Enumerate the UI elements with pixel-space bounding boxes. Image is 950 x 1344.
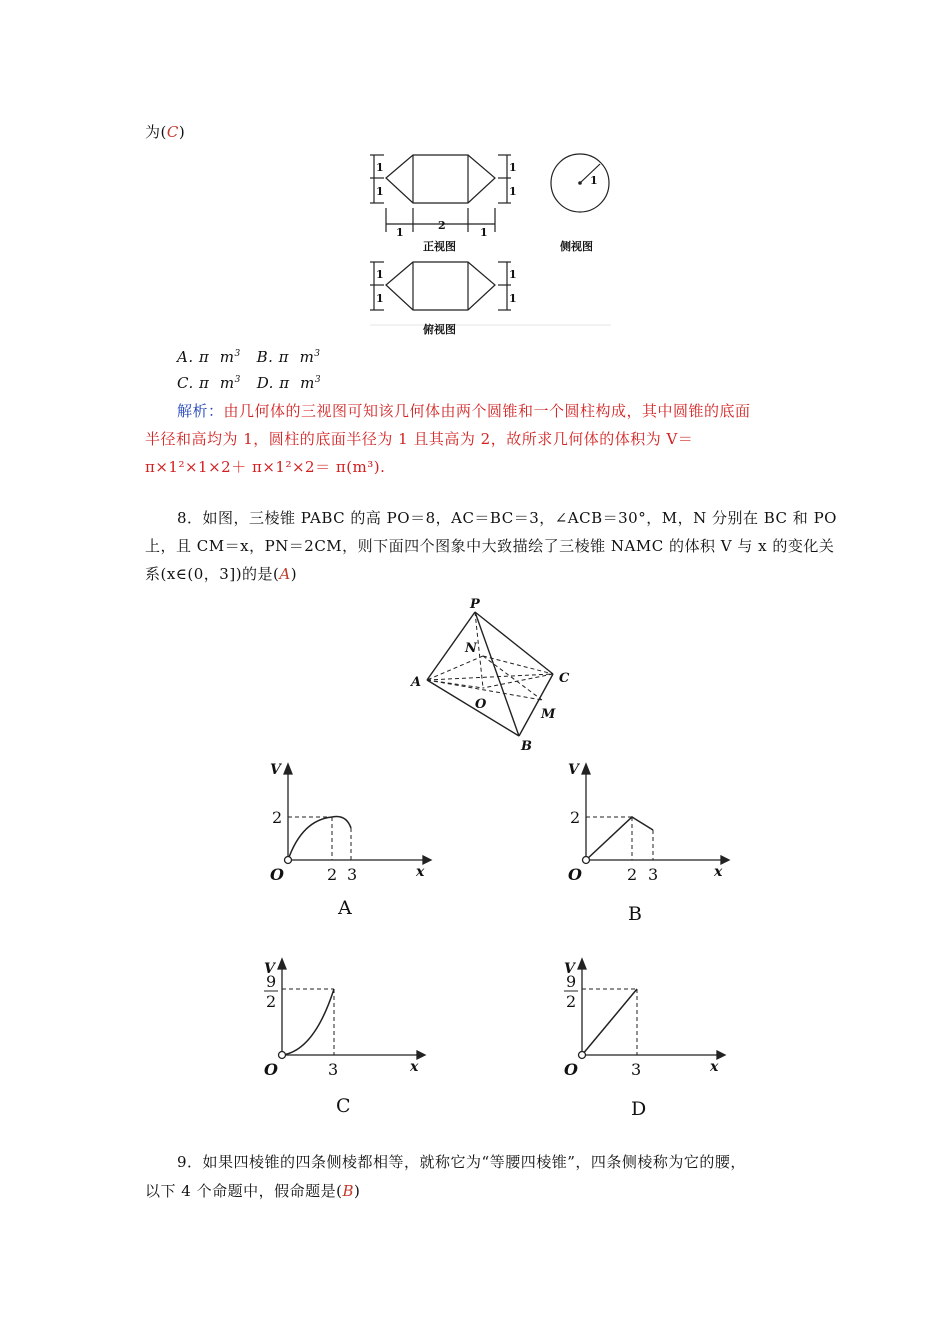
q9-line1: 9．如果四棱锥的四条侧棱都相等，就称它为“等腰四棱锥”，四条侧棱称为它的腰， bbox=[177, 1153, 746, 1171]
vertex-label-p: P bbox=[470, 597, 480, 612]
q7-solution-line3: π×1²×1×2＋ π×1²×2＝ π(m³). bbox=[145, 458, 386, 476]
dim-label: 1 bbox=[376, 268, 384, 281]
dim-label: 1 bbox=[509, 161, 517, 174]
graph-caption: C bbox=[336, 1095, 351, 1117]
origin-label: O bbox=[568, 865, 582, 884]
front-view-shape bbox=[386, 155, 495, 203]
option-exp: 3 bbox=[314, 349, 321, 359]
q7-solution-line1 bbox=[177, 401, 751, 421]
q7-stem-prefix: 为( bbox=[145, 123, 167, 141]
x-tick-label: 3 bbox=[328, 1060, 339, 1079]
x-tick-label: 3 bbox=[631, 1060, 642, 1079]
y-axis-label: V bbox=[568, 762, 579, 778]
vertex-label-b: B bbox=[521, 739, 532, 754]
y-axis-label: V bbox=[564, 961, 575, 977]
three-views-figure bbox=[368, 150, 613, 340]
option-exp: 3 bbox=[314, 375, 322, 385]
x-axis-label: x bbox=[714, 864, 723, 880]
x-axis-label: x bbox=[416, 864, 425, 880]
origin-label: O bbox=[270, 865, 284, 884]
dim-label: 2 bbox=[438, 219, 446, 232]
y-axis-label: V bbox=[270, 762, 281, 778]
option-exp: 3 bbox=[234, 375, 241, 385]
x-axis-label: x bbox=[410, 1059, 419, 1075]
dim-label: 1 bbox=[509, 292, 517, 305]
option-unit: m bbox=[219, 348, 235, 366]
option-unit: m bbox=[299, 348, 315, 366]
origin-label: O bbox=[564, 1060, 578, 1079]
x-tick-label: 3 bbox=[347, 865, 358, 884]
dim-label: 1 bbox=[590, 174, 598, 187]
solution-label: 解析： bbox=[177, 402, 224, 420]
vertex-label-m: M bbox=[541, 707, 556, 722]
option-letter: D. bbox=[256, 374, 274, 392]
graph-caption: B bbox=[628, 903, 642, 925]
pyramid-figure bbox=[405, 596, 585, 756]
option-pi: π bbox=[198, 348, 210, 366]
top-view-label: 俯视图 bbox=[423, 323, 456, 336]
q7-solution-line2: 半径和高均为 1，圆柱的底面半径为 1 且其高为 2，故所求几何体的体积为 V＝ bbox=[145, 430, 694, 448]
q8-line1: 8．如图，三棱锥 PABC 的高 PO＝8，AC＝BC＝3，∠ACB＝30°，M，N 分别在 BC 和 PO bbox=[177, 509, 837, 527]
dim-label: 1 bbox=[376, 185, 384, 198]
q8-line3-suffix: ) bbox=[290, 565, 298, 583]
dim-label: 1 bbox=[376, 292, 384, 305]
graph-c bbox=[252, 955, 432, 1125]
x-axis-label: x bbox=[710, 1059, 719, 1075]
q9-line2 bbox=[145, 1181, 360, 1201]
dim-label: 1 bbox=[509, 268, 517, 281]
side-view-label: 侧视图 bbox=[560, 240, 593, 253]
q9-line2-suffix: ) bbox=[353, 1182, 361, 1200]
top-view-shape bbox=[386, 262, 495, 310]
graph-a bbox=[258, 760, 438, 930]
q8-line2: 上，且 CM＝x，PN＝2CM，则下面四个图象中大致描绘了三棱锥 NAMC 的体积 V 与 x 的变化关 bbox=[145, 537, 835, 555]
solution-text: 由几何体的三视图可知该几何体由两个圆锥和一个圆柱构成，其中圆锥的底面 bbox=[223, 402, 751, 420]
vertex-label-a: A bbox=[411, 675, 422, 690]
y-tick-denominator: 2 bbox=[266, 992, 277, 1011]
option-pi: π bbox=[279, 374, 290, 392]
option-letter: B. bbox=[256, 348, 274, 366]
y-axis-label: V bbox=[264, 961, 275, 977]
y-tick-denominator: 2 bbox=[566, 992, 577, 1011]
q7-stem bbox=[145, 122, 185, 142]
q8-line3-prefix: 系(x∈(0，3])的是( bbox=[145, 565, 280, 583]
graph-d bbox=[552, 955, 732, 1125]
x-tick-label: 3 bbox=[648, 865, 659, 884]
x-tick-label: 2 bbox=[627, 865, 638, 884]
q9-line2-prefix: 以下 4 个命题中，假命题是( bbox=[145, 1182, 343, 1200]
x-tick-label: 2 bbox=[327, 865, 338, 884]
q7-options-row2 bbox=[177, 370, 321, 393]
dim-label: 1 bbox=[396, 226, 404, 239]
y-tick-label: 2 bbox=[570, 808, 581, 827]
graph-caption: A bbox=[338, 897, 352, 919]
graph-caption: D bbox=[631, 1098, 647, 1120]
front-view-label: 正视图 bbox=[423, 240, 456, 253]
y-tick-numerator: 9 bbox=[566, 972, 577, 991]
vertex-label-n: N bbox=[465, 641, 477, 656]
q8-line3 bbox=[145, 564, 297, 584]
dim-label: 1 bbox=[509, 185, 517, 198]
graph-b bbox=[556, 760, 736, 930]
q8-answer: A bbox=[279, 565, 291, 583]
q9-answer: B bbox=[342, 1182, 354, 1200]
q7-stem-suffix: ) bbox=[178, 123, 186, 141]
vertex-label-o: O bbox=[475, 697, 487, 712]
q7-options-row1 bbox=[177, 344, 321, 367]
option-letter: A. bbox=[177, 348, 194, 366]
origin-label: O bbox=[264, 1060, 278, 1079]
option-unit: m bbox=[300, 374, 315, 392]
y-tick-numerator: 9 bbox=[266, 972, 277, 991]
option-exp: 3 bbox=[234, 349, 241, 359]
option-pi: π bbox=[199, 374, 210, 392]
y-tick-label: 2 bbox=[272, 808, 283, 827]
q7-answer: C bbox=[166, 123, 179, 141]
dim-label: 1 bbox=[480, 226, 488, 239]
option-pi: π bbox=[278, 348, 290, 366]
option-unit: m bbox=[219, 374, 235, 392]
dim-label: 1 bbox=[376, 161, 384, 174]
option-letter: C. bbox=[177, 374, 194, 392]
vertex-label-c: C bbox=[559, 671, 570, 686]
